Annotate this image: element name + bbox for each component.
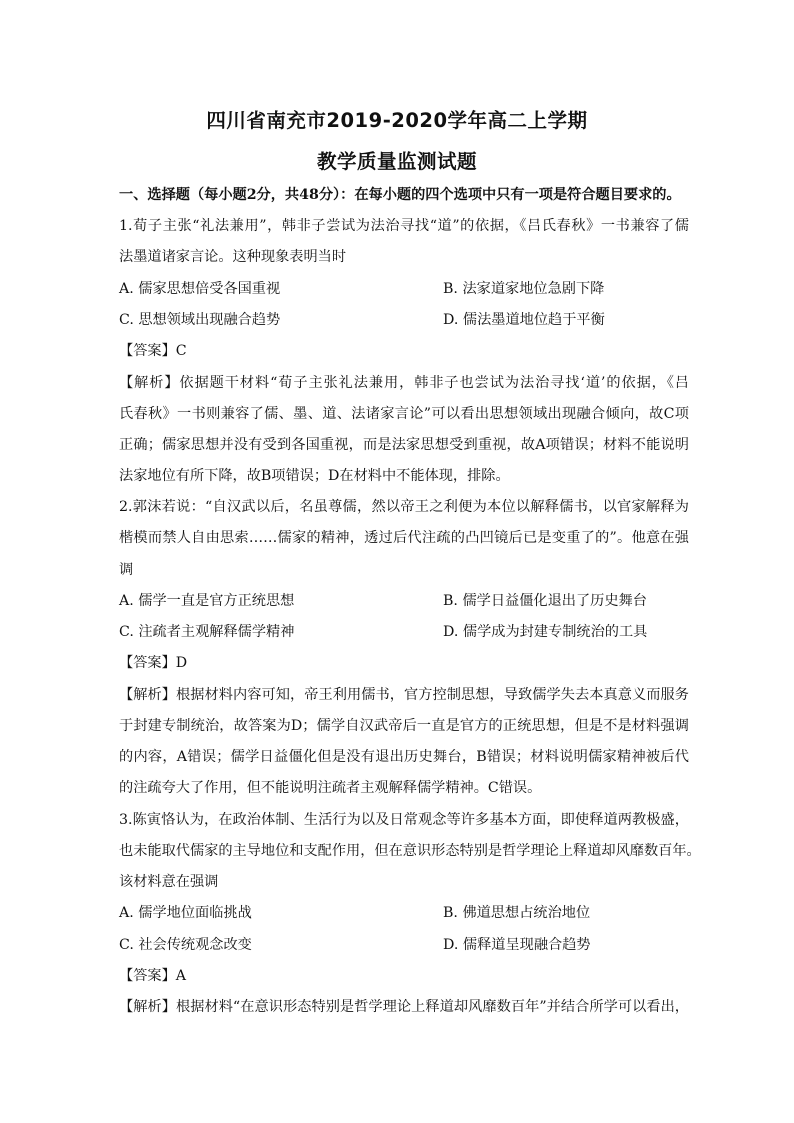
question-1-option-d: D. 儒法墨道地位趋于平衡 (443, 312, 605, 328)
question-1-option-c: C. 思想领域出现融合趋势 (119, 312, 281, 328)
question-1-stem-line-1: 1.荀子主张“礼法兼用”，韩非子尝试为法治寻找“道”的依据，《吕氏春秋》一书兼容了儒 (119, 218, 689, 234)
question-3-option-c: C. 社会传统观念改变 (119, 937, 252, 953)
question-1-answer: 【答案】C (119, 343, 187, 359)
question-1-analysis-line-3: 正确；儒家思想并没有受到各国重视，而是法家思想受到重视，故A项错误；材料不能说明 (119, 437, 689, 453)
question-3-answer: 【答案】A (119, 968, 186, 984)
document-title-line-1: 四川省南充市2019-2020学年高二上学期 (206, 109, 588, 132)
document-title-line-2: 教学质量监测试题 (316, 150, 477, 173)
question-3-stem-line-2: 也未能取代儒家的主导地位和支配作用，但在意识形态特别是哲学理论上释道却风靡数百年。 (119, 843, 701, 859)
question-2-stem-line-2: 楷模而禁人自由思索……儒家的精神，透过后代注疏的凸凹镜后已是变重了的”。他意在强 (119, 530, 689, 546)
question-3-stem-line-1: 3.陈寅恪认为，在政治体制、生活行为以及日常观念等许多基本方面，即使释道两教极盛， (119, 812, 689, 828)
question-2-analysis-line-2: 于封建专制统治，故答案为D；儒学自汉武帝后一直是官方的正统思想，但是不是材料强调 (119, 718, 689, 734)
question-1-analysis-line-1: 【解析】依据题干材料“荀子主张礼法兼用，韩非子也尝试为法治寻找‘道’的依据，《吕 (119, 375, 689, 391)
question-1-stem-line-2: 法墨道诸家言论。这种现象表明当时 (119, 249, 347, 265)
question-1-option-a: A. 儒家思想倍受各国重视 (119, 281, 281, 297)
question-2-stem-line-3: 调 (119, 562, 134, 578)
question-2-option-a: A. 儒学一直是官方正统思想 (119, 593, 295, 609)
question-3-option-a: A. 儒学地位面临挑战 (119, 905, 252, 921)
question-2-analysis-line-1: 【解析】根据材料内容可知，帝王利用儒书，官方控制思想，导致儒学失去本真意义而服务 (119, 687, 689, 703)
question-3-stem-line-3: 该材料意在强调 (119, 874, 219, 890)
question-2-answer: 【答案】D (119, 655, 188, 671)
question-2-analysis-line-3: 的内容，A错误；儒学日益僵化但是没有退出历史舞台，B错误；材料说明儒家精神被后代 (119, 749, 689, 765)
question-3-analysis-line-1: 【解析】根据材料“在意识形态特别是哲学理论上释道却风靡数百年”并结合所学可以看出， (119, 999, 689, 1015)
question-2-option-d: D. 儒学成为封建专制统治的工具 (443, 624, 648, 640)
question-1-option-b: B. 法家道家地位急剧下降 (443, 281, 605, 297)
question-1-analysis-line-4: 法家地位有所下降，故B项错误；D在材料中不能体现，排除。 (119, 468, 510, 484)
question-3-option-d: D. 儒释道呈现融合趋势 (443, 937, 591, 953)
question-3-option-b: B. 佛道思想占统治地位 (443, 905, 591, 921)
question-2-analysis-line-4: 的注疏夸大了作用，但不能说明注疏者主观解释儒学精神。C错误。 (119, 780, 542, 796)
question-2-option-c: C. 注疏者主观解释儒学精神 (119, 624, 295, 640)
question-2-option-b: B. 儒学日益僵化退出了历史舞台 (443, 593, 647, 609)
section-header: 一、选择题（每小题2分，共48分）：在每小题的四个选项中只有一项是符合题目要求的。 (119, 187, 681, 203)
question-1-analysis-line-2: 氏春秋》一书则兼容了儒、墨、道、法诸家言论”可以看出思想领域出现融合倾向，故C项 (119, 406, 689, 422)
question-2-stem-line-1: 2.郭沫若说：“自汉武以后，名虽尊儒，然以帝王之利便为本位以解释儒书，以官家解释为 (119, 499, 689, 515)
